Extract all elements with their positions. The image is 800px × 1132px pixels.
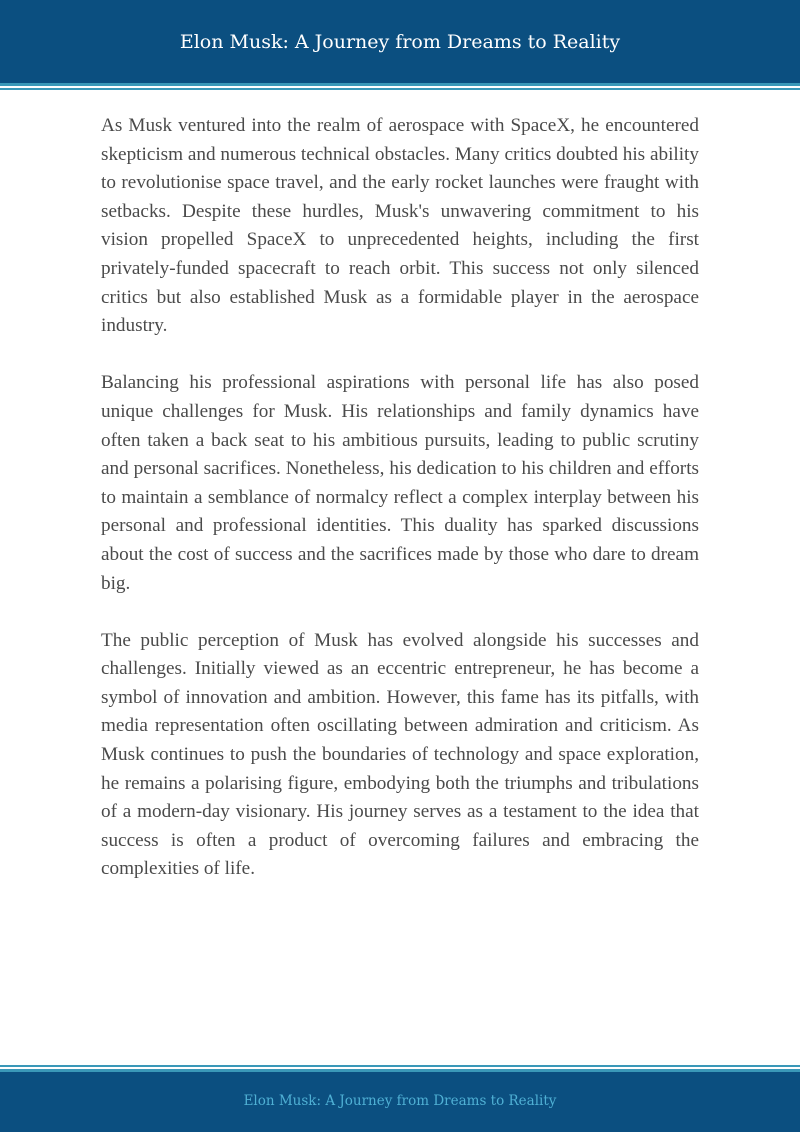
- page-header: [0, 0, 800, 83]
- paragraph-2: Balancing his professional aspirations with personal life has also posed unique challenges for Musk. His relationships and family dynamics have often taken a back seat to his ambitious pursuits, leading to public scrutiny and personal sacrifices. Nonetheless, his dedication to his children and efforts to maintain a semblance of normalcy reflect a complex interplay between his personal and professional identities. This duality has sparked discussions about the cost of success and the sacrifices made by those who dare to dream big.: [101, 372, 699, 594]
- paragraph-1: As Musk ventured into the realm of aerospace with SpaceX, he encountered skepticism and numerous technical obstacles. Many critics doubted his ability to revolutionise space travel, and the early rocket launches were fraught with setbacks. Despite these hurdles, Musk's unwavering commitment to his vision propelled SpaceX to unprecedented heights, including the first privately-funded spacecraft to reach orbit. This success not only silenced critics but also established Musk as a formidable player in the aerospace industry.: [101, 115, 699, 337]
- paragraph-3: The public perception of Musk has evolved alongside his successes and challenges. Initially viewed as an eccentric entrepreneur, he has become a symbol of innovation and ambition. However, this fame has its pitfalls, with media representation often oscillating between admiration and criticism. As Musk continues to push the boundaries of technology and space exploration, he remains a polarising figure, embodying both the triumphs and tribulations of a modern-day visionary. His journey serves as a testament to the idea that success is often a product of overcoming failures and embracing the complexities of life.: [101, 629, 699, 880]
- footer-title: Elon Musk: A Journey from Dreams to Reality: [243, 1093, 557, 1109]
- header-divider-line: [0, 83, 800, 86]
- footer-divider-line: [0, 1065, 800, 1067]
- body-text: [101, 112, 699, 913]
- header-divider-line: [0, 88, 800, 90]
- page-footer: [0, 1072, 800, 1132]
- header-title: Elon Musk: A Journey from Dreams to Reality: [179, 31, 621, 53]
